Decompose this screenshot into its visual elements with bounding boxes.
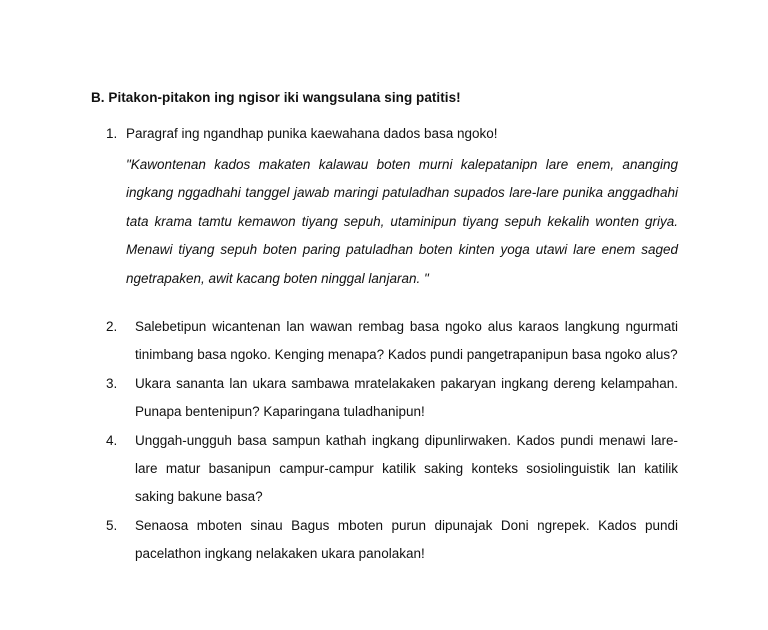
question-text: Unggah-ungguh basa sampun kathah ingkang dipunlirwaken. Kados pundi menawi lare-lare matur basanipun campur-campur katilik saking konteks sosiolinguistik lan katilik saking bakune basa? — [135, 432, 678, 505]
question-number: 4. — [106, 432, 118, 448]
question-text: Salebetipun wicantenan lan wawan rembag basa ngoko alus karaos langkung ngurmati tinimbang basa ngoko. Kenging menapa? Kados pundi pangetrapanipun basa ngoko alus? — [135, 319, 678, 363]
section-title: B. Pitakon-pitakon ing ngisor iki wangsulana sing patitis! — [91, 90, 461, 105]
question-number: 2. — [106, 319, 118, 334]
question-text: Paragraf ing ngandhap punika kaewahana dados basa ngoko! — [126, 126, 498, 141]
list-item — [106, 427, 678, 512]
question-text: Ukara sananta lan ukara sambawa mratelakaken pakaryan ingkang dereng kelampahan. Punapa bentenipun? Kaparingana tuladhanipun! — [135, 375, 678, 420]
question-number: 3. — [106, 375, 118, 391]
question-1 — [106, 124, 678, 144]
list-item — [106, 512, 678, 569]
list-item — [106, 313, 678, 370]
question-number: 5. — [106, 517, 118, 533]
quoted-paragraph: "Kawontenan kados makaten kalawau boten murni kalepatanipn lare enem, ananging ingkang nggadhahi tanggel jawab maringi patuladhan supados lare-lare punika anggadhahi tata krama tamtu kemawon tiyang sepuh, utaminipun tiyang sepuh kekalih wonten griya. Menawi tiyang sepuh boten paring patuladhan boten kinten yoga utawi lare enem saged ngetrapaken, awit kacang boten ninggal lanjaran. " — [126, 157, 678, 286]
question-number: 1. — [106, 126, 118, 141]
question-text: Senaosa mboten sinau Bagus mboten purun dipunajak Doni ngrepek. Kados pundi pacelathon ingkang nelakaken ukara panolakan! — [135, 517, 678, 562]
list-item — [106, 370, 678, 427]
question-list — [106, 313, 678, 569]
